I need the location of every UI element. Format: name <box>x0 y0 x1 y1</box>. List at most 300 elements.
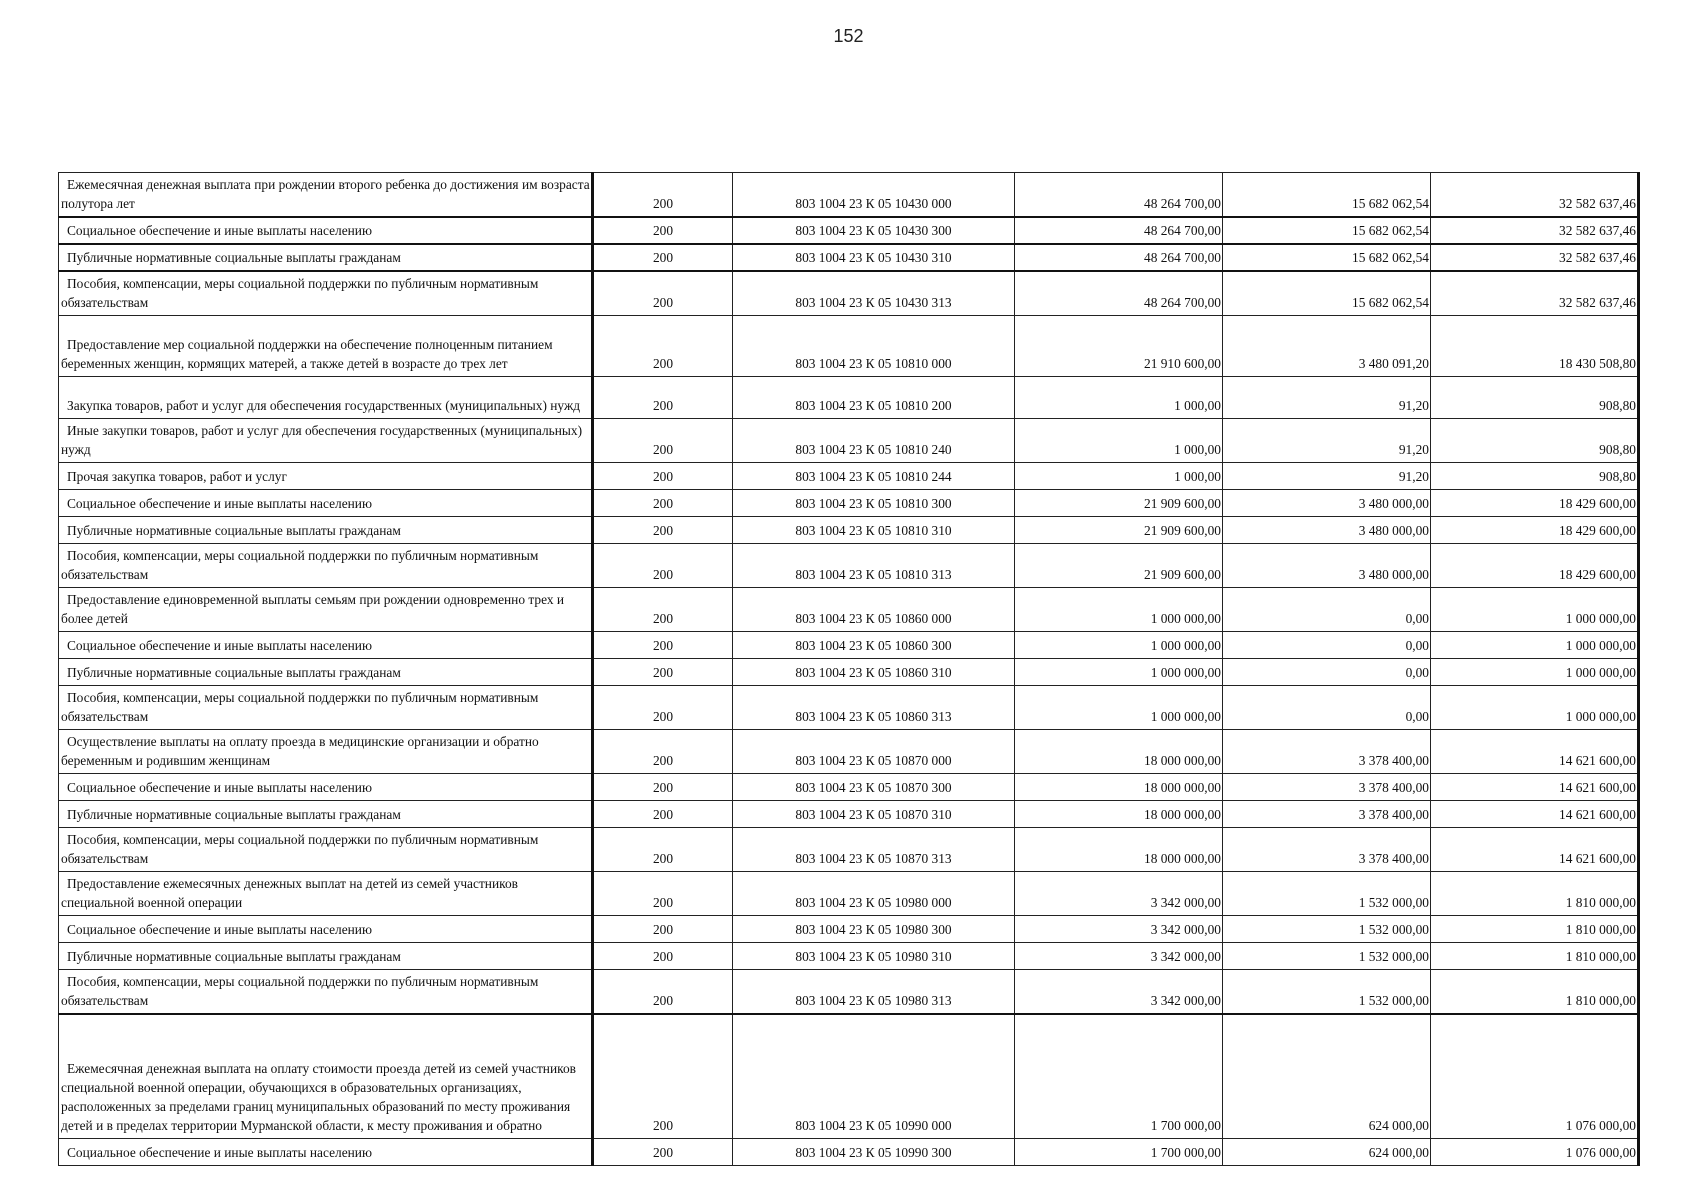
table-row <box>59 316 1639 377</box>
row-name-text: Социальное обеспечение и иные выплаты населению <box>67 922 372 937</box>
row-name-cell <box>59 943 593 970</box>
row-kbk-cell <box>733 943 1015 970</box>
row-remaining-text: 32 582 637,46 <box>1559 196 1636 211</box>
table-row <box>59 271 1639 316</box>
row-executed-cell <box>1223 828 1431 872</box>
row-name-cell <box>59 463 593 490</box>
row-remaining-cell <box>1431 517 1639 544</box>
row-kbk-text: 803 1004 23 К 05 10870 000 <box>795 753 952 768</box>
row-kbk-text: 803 1004 23 К 05 10810 244 <box>795 469 952 484</box>
row-executed-text: 91,20 <box>1398 442 1429 457</box>
row-name-cell <box>59 1138 593 1165</box>
row-code-text: 200 <box>652 949 674 964</box>
row-executed-text: 3 378 400,00 <box>1358 851 1429 866</box>
row-name-text: Социальное обеспечение и иные выплаты населению <box>67 223 372 238</box>
row-kbk-cell <box>733 544 1015 588</box>
row-kbk-text: 803 1004 23 К 05 10810 313 <box>795 567 952 582</box>
row-kbk-text: 803 1004 23 К 05 10990 000 <box>795 1117 952 1133</box>
row-executed-cell <box>1223 916 1431 943</box>
row-remaining-cell <box>1431 686 1639 730</box>
row-kbk-cell <box>733 316 1015 377</box>
row-executed-cell <box>1223 632 1431 659</box>
row-name-text: Прочая закупка товаров, работ и услуг <box>67 469 287 484</box>
table-row <box>59 463 1639 490</box>
row-remaining-text: 32 582 637,46 <box>1559 250 1636 265</box>
row-kbk-cell <box>733 970 1015 1015</box>
row-kbk-text: 803 1004 23 К 05 10430 313 <box>795 295 952 310</box>
row-code-text: 200 <box>652 1144 674 1160</box>
row-name-cell <box>59 316 593 377</box>
row-code-text: 200 <box>652 895 674 910</box>
row-code-cell <box>593 943 733 970</box>
row-kbk-text: 803 1004 23 К 05 10870 310 <box>795 807 952 822</box>
row-kbk-text: 803 1004 23 К 05 10810 310 <box>795 523 952 538</box>
row-remaining-text: 1 000 000,00 <box>1565 709 1636 724</box>
table-row <box>59 872 1639 916</box>
row-kbk-cell <box>733 244 1015 271</box>
row-executed-cell <box>1223 943 1431 970</box>
row-remaining-text: 14 621 600,00 <box>1559 851 1636 866</box>
row-name-cell <box>59 544 593 588</box>
row-code-text: 200 <box>652 223 674 238</box>
row-remaining-text: 1 810 000,00 <box>1565 922 1636 937</box>
table-row <box>59 544 1639 588</box>
row-approved-cell <box>1015 419 1223 463</box>
row-executed-text: 91,20 <box>1398 469 1429 484</box>
row-code-text: 200 <box>652 496 674 511</box>
table-row <box>59 377 1639 419</box>
row-name-text: Пособия, компенсации, меры социальной поддержки по публичным нормативным обязательствам <box>61 276 539 310</box>
row-approved-cell <box>1015 943 1223 970</box>
row-executed-cell <box>1223 872 1431 916</box>
row-executed-cell <box>1223 419 1431 463</box>
row-kbk-text: 803 1004 23 К 05 10980 000 <box>795 895 952 910</box>
row-code-text: 200 <box>652 1117 674 1133</box>
row-kbk-text: 803 1004 23 К 05 10810 300 <box>795 496 952 511</box>
row-executed-cell <box>1223 686 1431 730</box>
row-remaining-cell <box>1431 774 1639 801</box>
table-row <box>59 686 1639 730</box>
row-code-cell <box>593 271 733 316</box>
row-kbk-text: 803 1004 23 К 05 10860 313 <box>795 709 952 724</box>
row-approved-text: 48 264 700,00 <box>1144 196 1221 211</box>
row-approved-cell <box>1015 686 1223 730</box>
row-code-text: 200 <box>652 398 674 413</box>
row-name-cell <box>59 686 593 730</box>
row-name-text: Публичные нормативные социальные выплаты гражданам <box>67 250 401 265</box>
row-kbk-text: 803 1004 23 К 05 10810 000 <box>795 356 952 371</box>
row-name-text: Публичные нормативные социальные выплаты гражданам <box>67 665 401 680</box>
table-row <box>59 659 1639 686</box>
row-approved-cell <box>1015 217 1223 244</box>
row-approved-text: 18 000 000,00 <box>1144 851 1221 866</box>
row-remaining-cell <box>1431 244 1639 271</box>
row-code-cell <box>593 970 733 1015</box>
row-approved-text: 3 342 000,00 <box>1150 993 1221 1008</box>
row-remaining-text: 18 430 508,80 <box>1559 356 1636 371</box>
row-code-text: 200 <box>652 567 674 582</box>
row-kbk-text: 803 1004 23 К 05 10980 310 <box>795 949 952 964</box>
row-name-cell <box>59 517 593 544</box>
table-row <box>59 970 1639 1015</box>
row-code-cell <box>593 1138 733 1165</box>
row-approved-text: 21 910 600,00 <box>1144 356 1221 371</box>
row-remaining-text: 908,80 <box>1599 442 1636 457</box>
row-code-cell <box>593 774 733 801</box>
row-name-cell <box>59 271 593 316</box>
row-code-cell <box>593 173 733 218</box>
row-approved-cell <box>1015 463 1223 490</box>
row-code-text: 200 <box>652 780 674 795</box>
row-name-cell <box>59 217 593 244</box>
row-code-cell <box>593 316 733 377</box>
row-approved-cell <box>1015 173 1223 218</box>
row-executed-text: 1 532 000,00 <box>1358 922 1429 937</box>
row-remaining-text: 1 810 000,00 <box>1565 993 1636 1008</box>
row-code-text: 200 <box>652 469 674 484</box>
row-code-text: 200 <box>652 611 674 626</box>
row-code-cell <box>593 659 733 686</box>
row-name-cell <box>59 419 593 463</box>
row-remaining-text: 908,80 <box>1599 398 1636 413</box>
table-row <box>59 244 1639 271</box>
row-name-text: Осуществление выплаты на оплату проезда в медицинские организации и обратно беременным и родившим женщинам <box>61 734 539 768</box>
row-code-text: 200 <box>652 196 674 211</box>
row-executed-cell <box>1223 970 1431 1015</box>
row-remaining-cell <box>1431 916 1639 943</box>
row-kbk-cell <box>733 801 1015 828</box>
row-kbk-cell <box>733 632 1015 659</box>
row-executed-text: 15 682 062,54 <box>1352 295 1429 310</box>
row-name-cell <box>59 588 593 632</box>
row-name-text: Ежемесячная денежная выплата при рождении второго ребенка до достижения им возраста полутора лет <box>61 177 590 211</box>
row-executed-text: 3 480 000,00 <box>1358 496 1429 511</box>
row-code-cell <box>593 244 733 271</box>
row-approved-cell <box>1015 316 1223 377</box>
row-code-text: 200 <box>652 356 674 371</box>
table-row <box>59 916 1639 943</box>
row-code-cell <box>593 1014 733 1138</box>
table-row <box>59 217 1639 244</box>
row-name-cell <box>59 1014 593 1138</box>
row-code-cell <box>593 730 733 774</box>
row-kbk-cell <box>733 173 1015 218</box>
row-remaining-cell <box>1431 1138 1639 1165</box>
row-remaining-text: 1 810 000,00 <box>1565 895 1636 910</box>
row-code-text: 200 <box>652 753 674 768</box>
row-code-cell <box>593 377 733 419</box>
row-name-text: Пособия, компенсации, меры социальной поддержки по публичным нормативным обязательствам <box>61 974 539 1008</box>
row-executed-text: 1 532 000,00 <box>1358 993 1429 1008</box>
row-approved-text: 1 000,00 <box>1174 442 1221 457</box>
row-executed-text: 3 480 091,20 <box>1358 356 1429 371</box>
row-kbk-text: 803 1004 23 К 05 10860 300 <box>795 638 952 653</box>
row-executed-cell <box>1223 774 1431 801</box>
row-remaining-text: 18 429 600,00 <box>1559 567 1636 582</box>
row-name-cell <box>59 828 593 872</box>
table-body <box>59 173 1639 1166</box>
row-executed-text: 3 378 400,00 <box>1358 753 1429 768</box>
row-remaining-text: 14 621 600,00 <box>1559 807 1636 822</box>
row-remaining-text: 1 076 000,00 <box>1565 1117 1636 1133</box>
row-remaining-cell <box>1431 872 1639 916</box>
row-remaining-text: 18 429 600,00 <box>1559 496 1636 511</box>
row-name-cell <box>59 659 593 686</box>
row-remaining-text: 1 810 000,00 <box>1565 949 1636 964</box>
row-name-text: Социальное обеспечение и иные выплаты населению <box>67 496 372 511</box>
row-remaining-cell <box>1431 632 1639 659</box>
row-name-text: Публичные нормативные социальные выплаты гражданам <box>67 949 401 964</box>
page-number: 152 <box>833 26 864 46</box>
row-code-cell <box>593 419 733 463</box>
table-row <box>59 943 1639 970</box>
row-approved-cell <box>1015 1138 1223 1165</box>
row-code-text: 200 <box>652 993 674 1008</box>
row-kbk-cell <box>733 1014 1015 1138</box>
row-executed-cell <box>1223 377 1431 419</box>
row-code-cell <box>593 828 733 872</box>
table-row <box>59 1138 1639 1165</box>
row-name-cell <box>59 632 593 659</box>
row-code-cell <box>593 490 733 517</box>
row-executed-cell <box>1223 316 1431 377</box>
row-executed-text: 3 480 000,00 <box>1358 523 1429 538</box>
row-name-cell <box>59 916 593 943</box>
row-code-cell <box>593 632 733 659</box>
row-kbk-cell <box>733 916 1015 943</box>
row-name-cell <box>59 490 593 517</box>
row-approved-text: 3 342 000,00 <box>1150 922 1221 937</box>
row-approved-text: 21 909 600,00 <box>1144 523 1221 538</box>
table-row <box>59 828 1639 872</box>
row-approved-text: 1 000 000,00 <box>1150 638 1221 653</box>
row-kbk-cell <box>733 271 1015 316</box>
row-approved-text: 1 000,00 <box>1174 398 1221 413</box>
row-code-cell <box>593 801 733 828</box>
row-approved-text: 21 909 600,00 <box>1144 567 1221 582</box>
row-code-cell <box>593 588 733 632</box>
row-name-cell <box>59 377 593 419</box>
row-executed-cell <box>1223 1138 1431 1165</box>
row-kbk-text: 803 1004 23 К 05 10810 200 <box>795 398 952 413</box>
row-approved-text: 18 000 000,00 <box>1144 753 1221 768</box>
row-remaining-cell <box>1431 659 1639 686</box>
row-code-text: 200 <box>652 295 674 310</box>
row-executed-text: 0,00 <box>1405 709 1429 724</box>
row-code-cell <box>593 217 733 244</box>
row-remaining-cell <box>1431 730 1639 774</box>
row-kbk-cell <box>733 774 1015 801</box>
row-approved-cell <box>1015 916 1223 943</box>
row-remaining-cell <box>1431 801 1639 828</box>
row-code-text: 200 <box>652 250 674 265</box>
row-approved-cell <box>1015 828 1223 872</box>
row-code-cell <box>593 463 733 490</box>
row-name-cell <box>59 730 593 774</box>
row-executed-text: 15 682 062,54 <box>1352 223 1429 238</box>
row-remaining-cell <box>1431 490 1639 517</box>
row-kbk-cell <box>733 377 1015 419</box>
row-code-cell <box>593 517 733 544</box>
row-remaining-text: 1 000 000,00 <box>1565 611 1636 626</box>
row-remaining-cell <box>1431 588 1639 632</box>
row-name-cell <box>59 872 593 916</box>
row-code-cell <box>593 544 733 588</box>
row-code-text: 200 <box>652 638 674 653</box>
row-approved-text: 18 000 000,00 <box>1144 807 1221 822</box>
row-executed-cell <box>1223 517 1431 544</box>
row-code-cell <box>593 872 733 916</box>
row-code-cell <box>593 916 733 943</box>
row-kbk-cell <box>733 490 1015 517</box>
row-remaining-cell <box>1431 271 1639 316</box>
row-approved-cell <box>1015 1014 1223 1138</box>
row-remaining-cell <box>1431 943 1639 970</box>
row-executed-cell <box>1223 730 1431 774</box>
row-remaining-text: 1 000 000,00 <box>1565 638 1636 653</box>
row-code-text: 200 <box>652 665 674 680</box>
row-approved-cell <box>1015 872 1223 916</box>
row-approved-cell <box>1015 244 1223 271</box>
row-approved-text: 1 000,00 <box>1174 469 1221 484</box>
row-approved-cell <box>1015 544 1223 588</box>
table-row <box>59 173 1639 218</box>
row-executed-cell <box>1223 588 1431 632</box>
row-kbk-text: 803 1004 23 К 05 10430 310 <box>795 250 952 265</box>
row-name-cell <box>59 970 593 1015</box>
budget-table <box>58 172 1640 1166</box>
row-executed-text: 15 682 062,54 <box>1352 196 1429 211</box>
row-kbk-cell <box>733 463 1015 490</box>
row-approved-text: 3 342 000,00 <box>1150 949 1221 964</box>
row-kbk-text: 803 1004 23 К 05 10810 240 <box>795 442 952 457</box>
row-approved-cell <box>1015 490 1223 517</box>
table-row <box>59 588 1639 632</box>
row-approved-text: 48 264 700,00 <box>1144 250 1221 265</box>
row-executed-text: 1 532 000,00 <box>1358 949 1429 964</box>
row-approved-cell <box>1015 377 1223 419</box>
row-approved-text: 1 000 000,00 <box>1150 665 1221 680</box>
row-name-text: Пособия, компенсации, меры социальной поддержки по публичным нормативным обязательствам <box>61 832 539 866</box>
row-remaining-text: 908,80 <box>1599 469 1636 484</box>
row-approved-text: 48 264 700,00 <box>1144 223 1221 238</box>
table-row <box>59 774 1639 801</box>
row-kbk-cell <box>733 659 1015 686</box>
table-row <box>59 801 1639 828</box>
row-kbk-text: 803 1004 23 К 05 10430 000 <box>795 196 952 211</box>
row-approved-cell <box>1015 774 1223 801</box>
row-remaining-text: 1 076 000,00 <box>1565 1144 1636 1160</box>
row-name-text: Предоставление мер социальной поддержки на обеспечение полноценным питанием беременных женщин, кормящих матерей, а также детей в возрасте до трех лет <box>61 337 553 371</box>
row-kbk-text: 803 1004 23 К 05 10870 300 <box>795 780 952 795</box>
row-kbk-cell <box>733 686 1015 730</box>
table-row <box>59 1014 1639 1138</box>
row-kbk-cell <box>733 517 1015 544</box>
row-executed-cell <box>1223 801 1431 828</box>
row-code-cell <box>593 686 733 730</box>
row-executed-cell <box>1223 463 1431 490</box>
row-remaining-cell <box>1431 419 1639 463</box>
row-executed-text: 0,00 <box>1405 638 1429 653</box>
row-remaining-cell <box>1431 970 1639 1015</box>
row-name-text: Публичные нормативные социальные выплаты гражданам <box>67 523 401 538</box>
row-approved-cell <box>1015 730 1223 774</box>
row-executed-text: 15 682 062,54 <box>1352 250 1429 265</box>
row-code-text: 200 <box>652 523 674 538</box>
row-executed-cell <box>1223 271 1431 316</box>
row-remaining-text: 32 582 637,46 <box>1559 223 1636 238</box>
table-row <box>59 490 1639 517</box>
row-kbk-cell <box>733 1138 1015 1165</box>
row-remaining-cell <box>1431 828 1639 872</box>
row-remaining-cell <box>1431 316 1639 377</box>
row-remaining-text: 14 621 600,00 <box>1559 753 1636 768</box>
row-remaining-cell <box>1431 217 1639 244</box>
row-remaining-text: 32 582 637,46 <box>1559 295 1636 310</box>
row-name-text: Ежемесячная денежная выплата на оплату стоимости проезда детей из семей участников специальной военной операции, обучающихся в образовательных организациях, расположенных за пределами границ муниципальных образований по месту проживания детей и в пределах территории Мурманской области, к месту проживания и обратно <box>61 1060 576 1133</box>
table-row <box>59 419 1639 463</box>
row-executed-cell <box>1223 659 1431 686</box>
row-code-text: 200 <box>652 442 674 457</box>
row-name-text: Иные закупки товаров, работ и услуг для обеспечения государственных (муниципальных) нужд <box>61 423 583 457</box>
row-kbk-text: 803 1004 23 К 05 10860 000 <box>795 611 952 626</box>
row-executed-text: 0,00 <box>1405 665 1429 680</box>
row-remaining-cell <box>1431 1014 1639 1138</box>
row-code-text: 200 <box>652 851 674 866</box>
row-approved-text: 48 264 700,00 <box>1144 295 1221 310</box>
row-executed-text: 3 378 400,00 <box>1358 780 1429 795</box>
row-approved-cell <box>1015 271 1223 316</box>
row-kbk-text: 803 1004 23 К 05 10870 313 <box>795 851 952 866</box>
row-approved-cell <box>1015 588 1223 632</box>
row-kbk-text: 803 1004 23 К 05 10980 300 <box>795 922 952 937</box>
row-executed-text: 624 000,00 <box>1368 1117 1429 1133</box>
row-kbk-cell <box>733 588 1015 632</box>
row-remaining-cell <box>1431 463 1639 490</box>
row-approved-text: 3 342 000,00 <box>1150 895 1221 910</box>
row-kbk-cell <box>733 872 1015 916</box>
row-executed-text: 3 378 400,00 <box>1358 807 1429 822</box>
table-row <box>59 632 1639 659</box>
row-executed-cell <box>1223 173 1431 218</box>
row-name-cell <box>59 774 593 801</box>
row-remaining-cell <box>1431 173 1639 218</box>
row-remaining-cell <box>1431 544 1639 588</box>
row-executed-text: 0,00 <box>1405 611 1429 626</box>
row-name-text: Публичные нормативные социальные выплаты гражданам <box>67 807 401 822</box>
row-approved-text: 1 700 000,00 <box>1150 1144 1221 1160</box>
row-approved-text: 1 700 000,00 <box>1150 1117 1221 1133</box>
row-executed-text: 1 532 000,00 <box>1358 895 1429 910</box>
row-approved-cell <box>1015 801 1223 828</box>
row-kbk-text: 803 1004 23 К 05 10860 310 <box>795 665 952 680</box>
row-remaining-text: 14 621 600,00 <box>1559 780 1636 795</box>
row-kbk-text: 803 1004 23 К 05 10980 313 <box>795 993 952 1008</box>
row-name-text: Пособия, компенсации, меры социальной поддержки по публичным нормативным обязательствам <box>61 548 539 582</box>
row-approved-cell <box>1015 632 1223 659</box>
row-kbk-cell <box>733 730 1015 774</box>
row-name-text: Предоставление единовременной выплаты семьям при рождении одновременно трех и более детей <box>61 592 565 626</box>
row-code-text: 200 <box>652 709 674 724</box>
row-executed-cell <box>1223 244 1431 271</box>
row-approved-text: 21 909 600,00 <box>1144 496 1221 511</box>
row-approved-cell <box>1015 970 1223 1015</box>
row-remaining-cell <box>1431 377 1639 419</box>
row-name-cell <box>59 173 593 218</box>
row-approved-text: 1 000 000,00 <box>1150 709 1221 724</box>
row-executed-text: 624 000,00 <box>1368 1144 1429 1160</box>
row-name-cell <box>59 801 593 828</box>
